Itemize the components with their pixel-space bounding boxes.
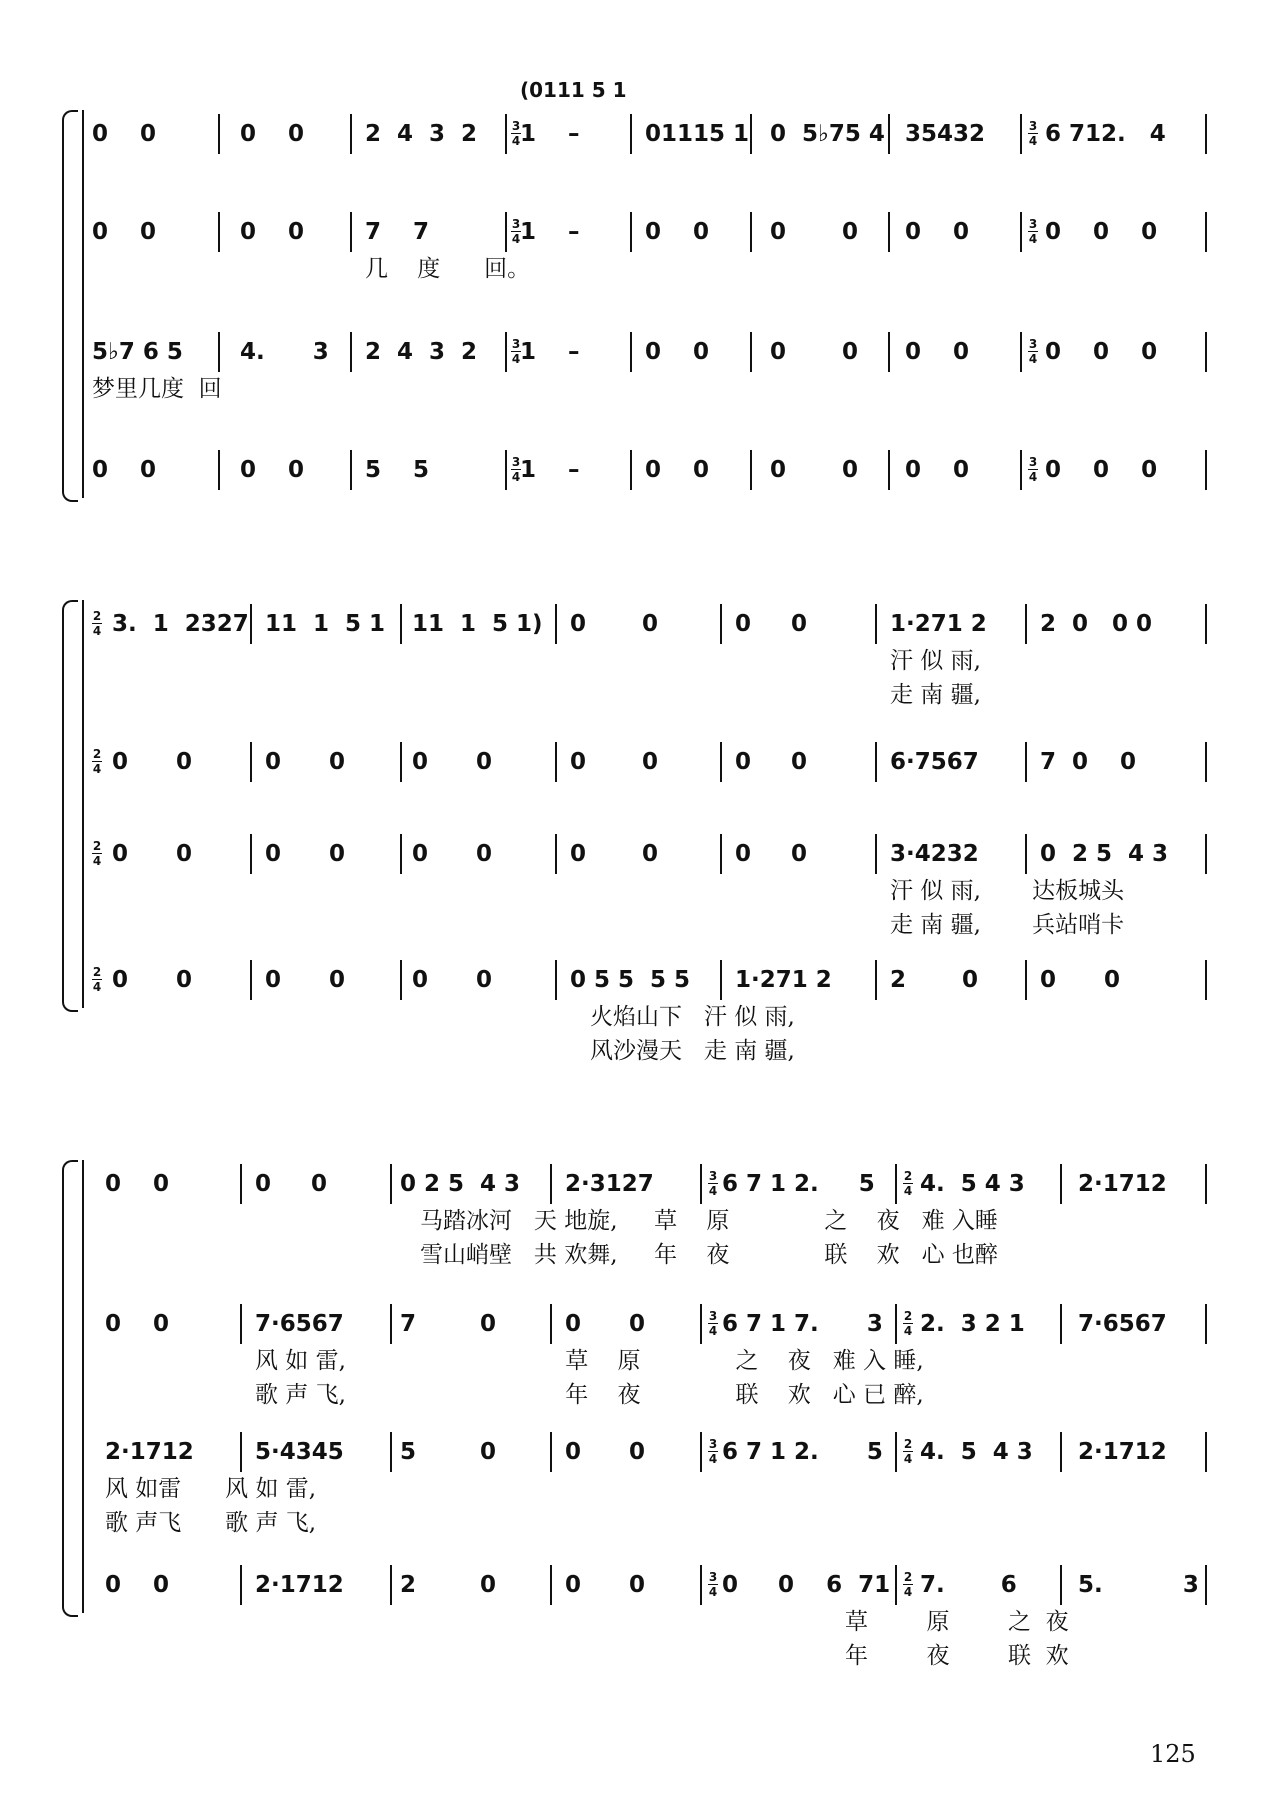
time-signature: 2 4 [903, 1570, 913, 1599]
time-signature: 3 4 [511, 119, 521, 148]
measure: 0 0 [92, 457, 157, 483]
measure: 0 0 [265, 841, 346, 867]
barline [750, 212, 752, 252]
intro-marking: (0111 5 1 [520, 78, 627, 102]
measure: 0 0 [735, 841, 808, 867]
measure: 7·6567 [255, 1311, 344, 1337]
barline [350, 332, 352, 372]
lyric-line: 风 如 雷, 草 原 之 夜 难 入 睡, [255, 1348, 924, 1374]
lyric-line: 风 如雷 风 如 雷, [105, 1476, 317, 1502]
barline [555, 834, 557, 874]
lyric-line: 梦里几度 回 [92, 376, 222, 402]
barline [218, 450, 220, 490]
measure: 0 0 [905, 457, 970, 483]
barline [550, 1164, 552, 1204]
measure: 1 – [520, 121, 580, 147]
time-signature: 2 4 [903, 1437, 913, 1466]
barline [218, 114, 220, 154]
barline [550, 1565, 552, 1605]
measure: 7 0 0 [1040, 749, 1137, 775]
measure: 1 – [520, 339, 580, 365]
measure: 2 0 0 0 [1040, 611, 1153, 637]
barline [250, 960, 252, 1000]
system-line [82, 600, 84, 1008]
time-signature: 3 4 [708, 1570, 718, 1599]
measure: 0 0 [565, 1311, 646, 1337]
measure: 6 712. 4 [1045, 121, 1166, 147]
measure: 0 0 [570, 749, 659, 775]
measure: 0 2 5 4 3 [400, 1171, 521, 1197]
barline [1060, 1432, 1062, 1472]
barline [240, 1164, 242, 1204]
measure: 0 0 [240, 121, 305, 147]
measure: 0 0 0 [1045, 339, 1158, 365]
barline [400, 604, 402, 644]
page-number: 125 [1150, 1740, 1196, 1768]
measure: 6 7 1 2. 5 [722, 1171, 875, 1197]
lyric-line: 走 南 疆, [890, 682, 981, 708]
barline [1060, 1164, 1062, 1204]
measure: 2 4 3 2 [365, 339, 478, 365]
barline [630, 450, 632, 490]
time-signature: 2 4 [92, 747, 102, 776]
barline [1060, 1304, 1062, 1344]
system-brace [62, 1160, 78, 1617]
time-signature: 3 4 [511, 337, 521, 366]
time-signature: 3 4 [1028, 217, 1038, 246]
measure: 7 0 [400, 1311, 497, 1337]
measure: 0 0 [735, 611, 808, 637]
barline [550, 1432, 552, 1472]
barline [505, 450, 507, 490]
measure: 0 0 [240, 457, 305, 483]
measure: 0 0 [1040, 967, 1121, 993]
barline [1205, 742, 1207, 782]
measure: 0 0 [770, 339, 859, 365]
measure: 01115 1 [645, 121, 750, 147]
barline [555, 604, 557, 644]
time-signature: 3 4 [708, 1309, 718, 1338]
barline [505, 332, 507, 372]
time-signature: 3 4 [708, 1169, 718, 1198]
time-signature: 3 4 [1028, 119, 1038, 148]
barline [895, 1565, 897, 1605]
barline [1020, 450, 1022, 490]
measure: 6 7 1 7. 3 [722, 1311, 883, 1337]
time-signature: 2 4 [903, 1309, 913, 1338]
lyric-line: 歌 声 飞, 年 夜 联 欢 心 已 醉, [255, 1382, 924, 1408]
barline [895, 1304, 897, 1344]
barline [888, 114, 890, 154]
barline [390, 1565, 392, 1605]
barline [240, 1432, 242, 1472]
barline [1205, 114, 1207, 154]
barline [720, 834, 722, 874]
barline [1025, 834, 1027, 874]
measure: 2·1712 [1078, 1171, 1167, 1197]
measure: 2·3127 [565, 1171, 654, 1197]
measure: 7 7 [365, 219, 430, 245]
measure: 0 0 [105, 1572, 170, 1598]
measure: 5 0 [400, 1439, 497, 1465]
system-line [82, 110, 84, 498]
measure: 5 5 [365, 457, 430, 483]
barline [505, 212, 507, 252]
measure: 0 0 [770, 457, 859, 483]
barline [1205, 332, 1207, 372]
measure: 4. 3 [240, 339, 329, 365]
measure: 35432 [905, 121, 986, 147]
barline [720, 604, 722, 644]
lyric-line: 风沙漫天 走 南 疆, [590, 1038, 795, 1064]
measure: 5·4345 [255, 1439, 344, 1465]
measure: 0 0 [770, 219, 859, 245]
lyric-line: 汗 似 雨, [890, 648, 981, 674]
measure: 0 0 [92, 219, 157, 245]
barline [218, 332, 220, 372]
barline [875, 604, 877, 644]
barline [1020, 212, 1022, 252]
barline [390, 1164, 392, 1204]
measure: 0 0 [112, 749, 193, 775]
barline [350, 212, 352, 252]
barline [888, 212, 890, 252]
barline [390, 1432, 392, 1472]
barline [1205, 450, 1207, 490]
barline [1205, 604, 1207, 644]
measure: 3. 1 2327 [112, 611, 249, 637]
measure: 1 – [520, 457, 580, 483]
system-brace [62, 110, 78, 502]
measure: 0 0 [105, 1171, 170, 1197]
lyric-line: 年 夜 联 欢 [845, 1643, 1069, 1669]
measure: 0 0 [645, 219, 710, 245]
measure: 0 0 [265, 967, 346, 993]
measure: 0 0 [92, 121, 157, 147]
measure: 2·1712 [105, 1439, 194, 1465]
measure: 3·4232 [890, 841, 979, 867]
measure: 11 1 5 1 [265, 611, 386, 637]
measure: 0 0 [112, 841, 193, 867]
time-signature: 2 4 [92, 839, 102, 868]
measure: 0 0 [570, 841, 659, 867]
barline [555, 960, 557, 1000]
measure: 0 5♭75 4 [770, 121, 885, 147]
barline [1025, 604, 1027, 644]
lyric-line: 马踏冰河 天 地旋, 草 原 之 夜 难 入睡 [420, 1208, 998, 1234]
barline [218, 212, 220, 252]
barline [720, 960, 722, 1000]
barline [1020, 332, 1022, 372]
measure: 0 0 [105, 1311, 170, 1337]
measure: 0 0 [240, 219, 305, 245]
time-signature: 3 4 [511, 217, 521, 246]
barline [1025, 742, 1027, 782]
measure: 0 0 [905, 339, 970, 365]
barline [750, 450, 752, 490]
measure: 5. 3 [1078, 1572, 1199, 1598]
barline [250, 604, 252, 644]
measure: 0 5 5 5 5 [570, 967, 691, 993]
measure: 0 0 [570, 611, 659, 637]
time-signature: 3 4 [708, 1437, 718, 1466]
barline [1205, 212, 1207, 252]
time-signature: 2 4 [92, 609, 102, 638]
lyric-line: 火焰山下 汗 似 雨, [590, 1004, 795, 1030]
barline [630, 332, 632, 372]
barline [895, 1432, 897, 1472]
measure: 0 0 [265, 749, 346, 775]
measure: 2·1712 [1078, 1439, 1167, 1465]
barline [888, 450, 890, 490]
measure: 0 0 [565, 1439, 646, 1465]
barline [555, 742, 557, 782]
lyric-line: 歌 声飞 歌 声 飞, [105, 1510, 317, 1536]
measure: 4. 5 4 3 [920, 1439, 1033, 1465]
measure: 0 0 [412, 841, 493, 867]
measure: 0 0 [412, 749, 493, 775]
barline [1205, 1432, 1207, 1472]
barline [700, 1164, 702, 1204]
system-brace [62, 600, 78, 1012]
lyric-line: 走 南 疆, 兵站哨卡 [890, 912, 1125, 938]
measure: 6 7 1 2. 5 [722, 1439, 883, 1465]
measure: 0 0 0 [1045, 457, 1158, 483]
barline [750, 332, 752, 372]
measure: 1·271 2 [890, 611, 987, 637]
measure: 5♭7 6 5 [92, 339, 183, 365]
barline [1020, 114, 1022, 154]
barline [240, 1304, 242, 1344]
barline [1025, 960, 1027, 1000]
barline [250, 834, 252, 874]
measure: 0 0 [645, 339, 710, 365]
time-signature: 3 4 [511, 455, 521, 484]
measure: 0 0 0 [1045, 219, 1158, 245]
barline [350, 114, 352, 154]
barline [888, 332, 890, 372]
barline [505, 114, 507, 154]
time-signature: 2 4 [903, 1169, 913, 1198]
barline [400, 834, 402, 874]
barline [1205, 960, 1207, 1000]
barline [1060, 1565, 1062, 1605]
barline [700, 1432, 702, 1472]
measure: 0 0 [565, 1572, 646, 1598]
measure: 6·7567 [890, 749, 979, 775]
barline [400, 742, 402, 782]
barline [550, 1304, 552, 1344]
barline [750, 114, 752, 154]
lyric-line: 雪山峭壁 共 欢舞, 年 夜 联 欢 心 也醉 [420, 1242, 998, 1268]
barline [390, 1304, 392, 1344]
time-signature: 3 4 [1028, 337, 1038, 366]
measure: 11 1 5 1) [412, 611, 543, 637]
barline [1205, 1565, 1207, 1605]
measure: 1·271 2 [735, 967, 832, 993]
barline [1205, 834, 1207, 874]
barline [875, 742, 877, 782]
barline [875, 960, 877, 1000]
barline [250, 742, 252, 782]
barline [895, 1164, 897, 1204]
measure: 7·6567 [1078, 1311, 1167, 1337]
measure: 2 0 [400, 1572, 497, 1598]
measure: 0 0 [412, 967, 493, 993]
measure: 0 0 [905, 219, 970, 245]
system-line [82, 1160, 84, 1613]
barline [630, 114, 632, 154]
lyric-line: 几 度 回。 [365, 256, 531, 282]
measure: 7. 6 [920, 1572, 1017, 1598]
barline [875, 834, 877, 874]
measure: 0 0 6 71 [722, 1572, 891, 1598]
measure: 2 0 [890, 967, 979, 993]
lyric-line: 草 原 之 夜 [845, 1609, 1069, 1635]
barline [1205, 1304, 1207, 1344]
measure: 0 0 [255, 1171, 328, 1197]
measure: 0 0 [735, 749, 808, 775]
measure: 0 0 [645, 457, 710, 483]
barline [700, 1304, 702, 1344]
barline [350, 450, 352, 490]
barline [720, 742, 722, 782]
measure: 2·1712 [255, 1572, 344, 1598]
measure: 1 – [520, 219, 580, 245]
measure: 2 4 3 2 [365, 121, 478, 147]
measure: 2. 3 2 1 [920, 1311, 1025, 1337]
barline [700, 1565, 702, 1605]
barline [400, 960, 402, 1000]
time-signature: 2 4 [92, 965, 102, 994]
measure: 4. 5 4 3 [920, 1171, 1025, 1197]
barline [240, 1565, 242, 1605]
barline [1205, 1164, 1207, 1204]
time-signature: 3 4 [1028, 455, 1038, 484]
measure: 0 0 [112, 967, 193, 993]
lyric-line: 汗 似 雨, 达板城头 [890, 878, 1125, 904]
barline [630, 212, 632, 252]
measure: 0 2 5 4 3 [1040, 841, 1169, 867]
